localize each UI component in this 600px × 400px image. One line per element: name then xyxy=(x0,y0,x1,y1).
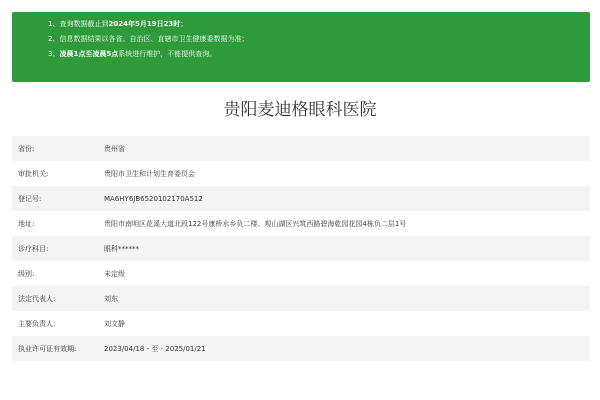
notice-date: 2024年5月19日23时 xyxy=(108,20,181,28)
notice-line-1: 1、查询数据截止到2024年5月19日23时； xyxy=(48,20,188,28)
notice-line-2: 2、信息数据结果以各省、自治区、直辖市卫生健康委数据为准； xyxy=(48,35,249,43)
info-row-level xyxy=(12,261,590,286)
notice-line-3: 3、凌晨1点至凌晨5点系统进行维护，不能提供查询。 xyxy=(48,50,217,58)
info-row-registration-number xyxy=(12,186,590,211)
field-value: MA6HY6JB6520102170A512 xyxy=(104,194,203,203)
info-row-address xyxy=(12,211,590,236)
field-value: 贵州省 xyxy=(104,144,125,153)
info-row-approval-authority xyxy=(12,161,590,186)
hospital-info-table xyxy=(12,136,590,361)
info-row-departments xyxy=(12,236,590,261)
info-row-province xyxy=(12,136,590,161)
field-label: 主要负责人: xyxy=(18,319,56,328)
info-row-legal-representative xyxy=(12,286,590,311)
field-label: 执业许可证有效期: xyxy=(18,344,77,353)
hospital-name: 贵阳麦迪格眼科医院 xyxy=(223,100,377,120)
info-row-license-validity xyxy=(12,336,590,361)
info-row-principal xyxy=(12,311,590,336)
field-value: 贵阳市南明区花溪大道北段122号康桥水乡负二楼、观山湖区兴筑西路碧海乾园花园4栋负二层1号 xyxy=(104,219,407,228)
field-label: 诊疗科目: xyxy=(18,244,49,253)
field-value: 2023/04/18 - 至 - 2025/01/21 xyxy=(104,344,206,353)
field-label: 审批机关: xyxy=(18,169,49,178)
field-label: 省份: xyxy=(18,144,35,153)
field-label: 地址: xyxy=(18,219,35,228)
field-value: 刘东 xyxy=(104,294,118,303)
field-label: 登记号: xyxy=(18,194,42,203)
field-label: 级别: xyxy=(18,269,35,278)
field-label: 法定代表人: xyxy=(18,294,56,303)
notice-banner xyxy=(12,12,590,82)
notice-maintenance-time: 凌晨1点至凌晨5点 xyxy=(59,50,119,58)
field-value: 未定级 xyxy=(104,269,125,278)
field-value: 贵阳市卫生和计划生育委员会 xyxy=(104,169,195,178)
field-value: 眼科****** xyxy=(104,244,139,253)
field-value: 刘文静 xyxy=(104,319,125,328)
